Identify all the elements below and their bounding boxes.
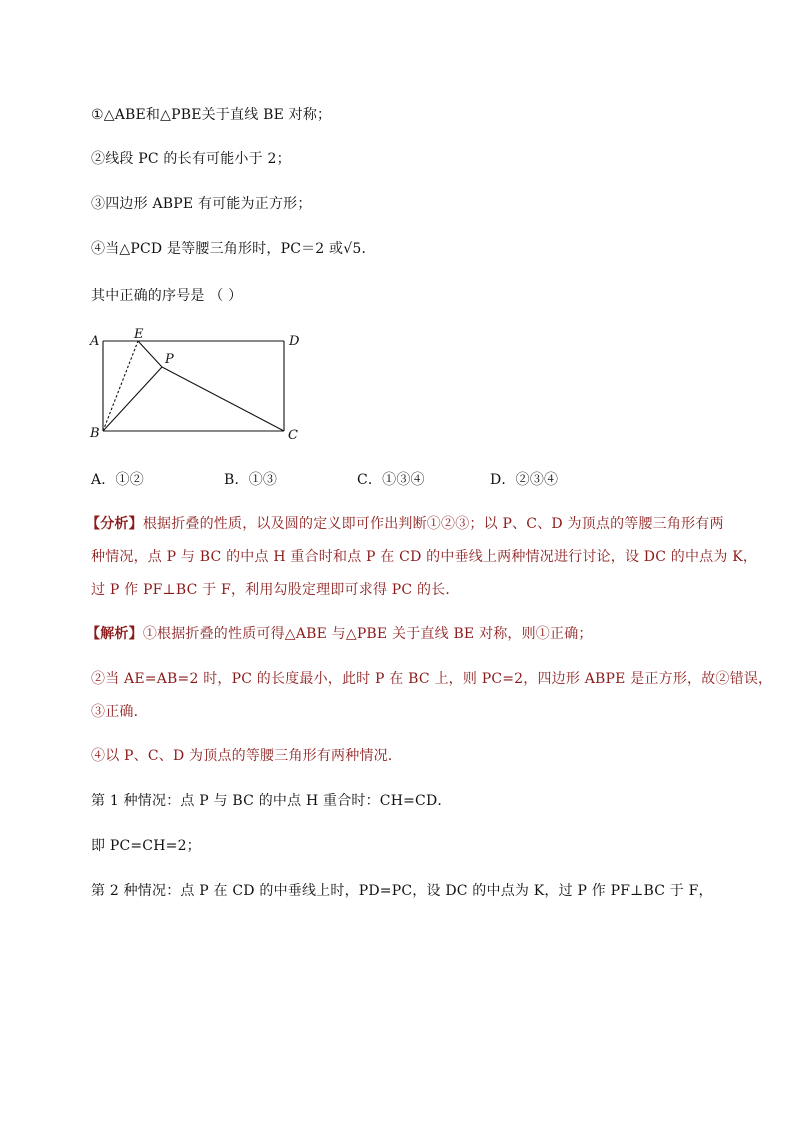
case-1: 第 1 种情况：点 P 与 BC 的中点 H 重合时：CH=CD．: [91, 793, 452, 809]
statement-2: ②线段 PC 的长有可能小于 2；: [91, 151, 291, 167]
statement-3: ③四边形 ABPE 有可能为正方形；: [91, 196, 312, 212]
label-E: E: [134, 327, 144, 342]
option-d-value: ②③④: [515, 472, 559, 488]
segment-EP: [138, 341, 162, 367]
option-c-value: ①③④: [382, 472, 425, 488]
statement-1: ①△ABE和△PBE关于直线 BE 对称；: [91, 107, 332, 123]
segment-BP: [103, 367, 162, 431]
analysis-tag: 【分析】: [86, 516, 143, 532]
option-c-label: C．: [357, 472, 383, 488]
case-1-result: 即 PC=CH=2；: [91, 838, 201, 854]
solution-tag: 【解析】: [86, 626, 143, 642]
case-2: 第 2 种情况：点 P 在 CD 的中垂线上时，PD=PC，设 DC 的中点为 K，过 P 作 PF⊥BC 于 F，: [91, 883, 713, 899]
solution-line-3: ③正确．: [91, 704, 148, 720]
analysis-line-2: 种情况，点 P 与 BC 的中点 H 重合时和点 P 在 CD 的中垂线上两种情况进行讨论，设 DC 的中点为 K，: [91, 549, 758, 565]
label-C: C: [288, 428, 298, 442]
option-b-label: B．: [224, 472, 249, 488]
solution-line-4: ④以 P、C、D 为顶点的等腰三角形有两种情况．: [91, 748, 403, 764]
solution-line-1: [86, 623, 593, 643]
analysis-text-1: 根据折叠的性质，以及圆的定义即可作出判断①②③；以 P、C、D 为顶点的等腰三角形有两: [142, 516, 724, 532]
label-A: A: [90, 334, 100, 349]
analysis-line-3: 过 P 作 PF⊥BC 于 F，利用勾股定理即可求得 PC 的长．: [91, 582, 460, 598]
option-a-value: ①②: [115, 472, 144, 488]
option-b-value: ①③: [248, 472, 278, 488]
analysis-line-1: [86, 513, 724, 533]
option-d[interactable]: [490, 469, 623, 489]
label-P: P: [165, 352, 174, 367]
question-prompt: 其中正确的序号是 （ ）: [91, 288, 243, 304]
option-d-label: D．: [490, 472, 516, 488]
segment-PC: [162, 367, 284, 431]
label-D: D: [289, 334, 300, 349]
geometry-figure: [86, 327, 316, 442]
label-B: B: [90, 426, 100, 441]
option-b[interactable]: [224, 469, 357, 489]
option-a-label: A．: [91, 472, 116, 488]
segment-BE-dashed: [103, 341, 138, 431]
option-c[interactable]: [357, 469, 490, 489]
statement-4: ④当△PCD 是等腰三角形时，PC＝2 或√5．: [91, 241, 376, 257]
answer-options: [91, 469, 623, 489]
solution-text-1: ①根据折叠的性质可得△ABE 与△PBE 关于直线 BE 对称，则①正确；: [142, 626, 593, 642]
option-a[interactable]: [91, 469, 224, 489]
solution-line-2: ②当 AE=AB=2 时，PC 的长度最小，此时 P 在 BC 上，则 PC=2，四边形 ABPE 是正方形，故②错误，: [91, 671, 773, 687]
